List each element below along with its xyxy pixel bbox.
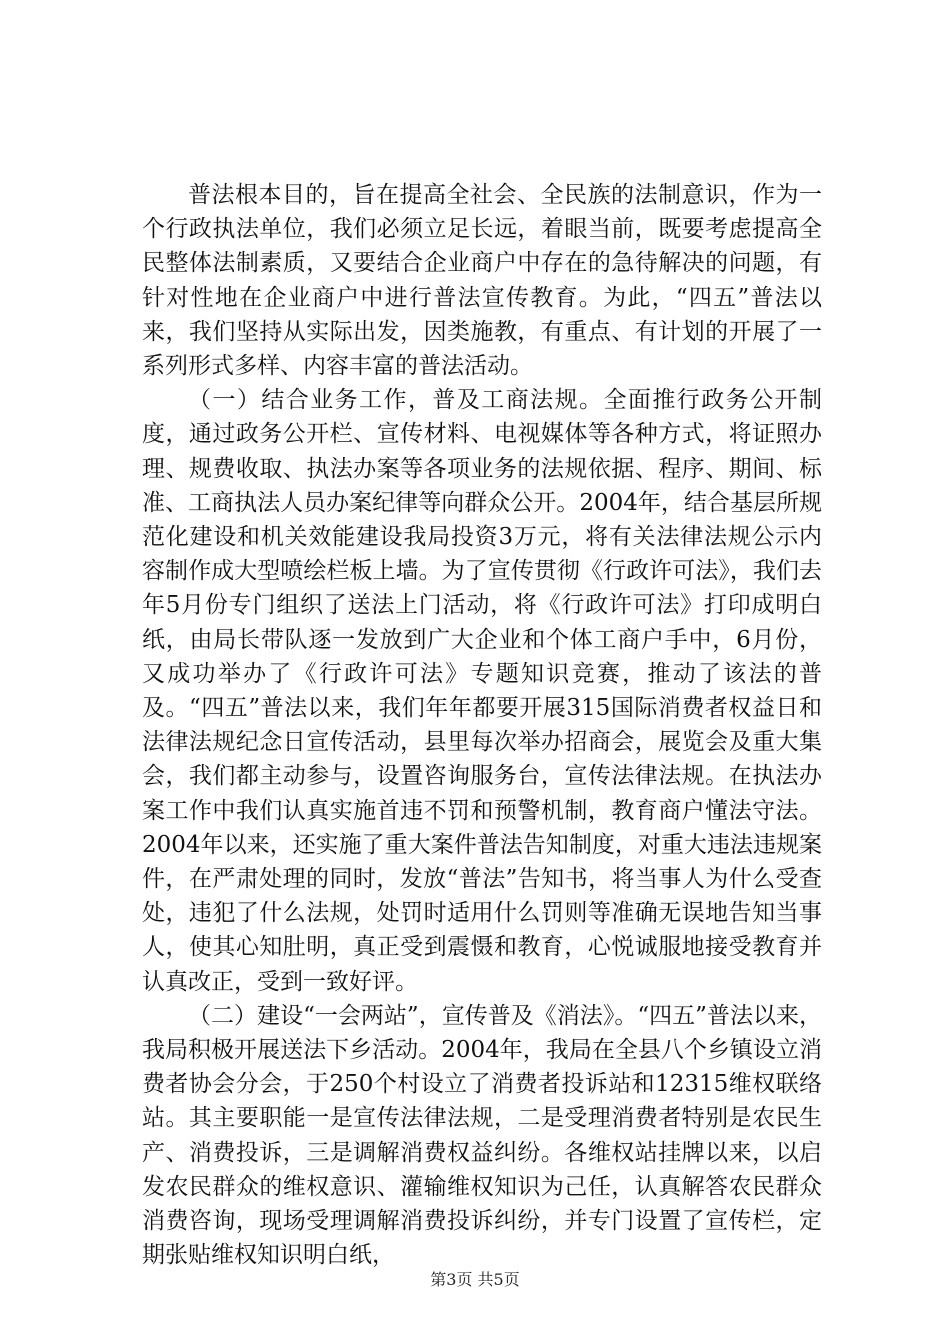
document-body [142, 178, 822, 1273]
paragraph-intro: 普法根本目的，旨在提高全社会、全民族的法制意识，作为一个行政执法单位，我们必须立足长远，着眼当前，既要考虑提高全民整体法制素质，又要结合企业商户中存在的急待解决的问题，有针对性地在企业商户中进行普法宣传教育。为此，“四五”普法以来，我们坚持从实际出发，因类施教，有重点、有计划的开展了一系列形式多样、内容丰富的普法活动。 [142, 182, 822, 380]
paragraph-section-one: （一）结合业务工作，普及工商法规。全面推行政务公开制度，通过政务公开栏、宣传材料、电视媒体等各种方式，将证照办理、规费收取、执法办案等各项业务的法规依据、程序、期间、标准、工商执法人员办案纪律等向群众公开。2004年，结合基层所规范化建设和机关效能建设我局投资3万元，将有关法律法规公示内容制作成大型喷绘栏板上墙。为了宣传贯彻《行政许可法》，我们去年5月份专门组织了送法上门活动，将《行政许可法》打印成明白纸，由局长带队逐一发放到广大企业和个体工商户手中，6月份，又成功举办了《行政许可法》专题知识竞赛，推动了该法的普及。“四五”普法以来，我们年年都要开展315国际消费者权益日和法律法规纪念日宣传活动，县里每次举办招商会，展览会及重大集会，我们都主动参与，设置咨询服务台，宣传法律法规。在执法办案工作中我们认真实施首违不罚和预警机制，教育商户懂法守法。2004年以来，还实施了重大案件普法告知制度，对重大违法违规案件，在严肃处理的同时，发放“普法”告知书，将当事人为什么受查处，违犯了什么法规，处罚时适用什么罚则等准确无误地告知当事人，使其心知肚明，真正受到震慑和教育，心悦诚服地接受教育并认真改正，受到一致好评。 [142, 387, 822, 995]
paragraph-section-two: （二）建设“一会两站”，宣传普及《消法》。“四五”普法以来，我局积极开展送法下乡活动。2004年，我局在全县八个乡镇设立消费者协会分会，于250个村设立了消费者投诉站和12315维权联络站。其主要职能一是宣传法律法规，二是受理消费者特别是农民生产、消费投诉，三是调解消费权益纠纷。各维权站挂牌以来，以启发农民群众的维权意识、灌输维权知识为己任，认真解答农民群众消费咨询，现场受理调解消费投诉纠纷，并专门设置了宣传栏，定期张贴维权知识明白纸， [142, 1002, 822, 1269]
page-number-footer: 第3页 共5页 [430, 1270, 520, 1289]
